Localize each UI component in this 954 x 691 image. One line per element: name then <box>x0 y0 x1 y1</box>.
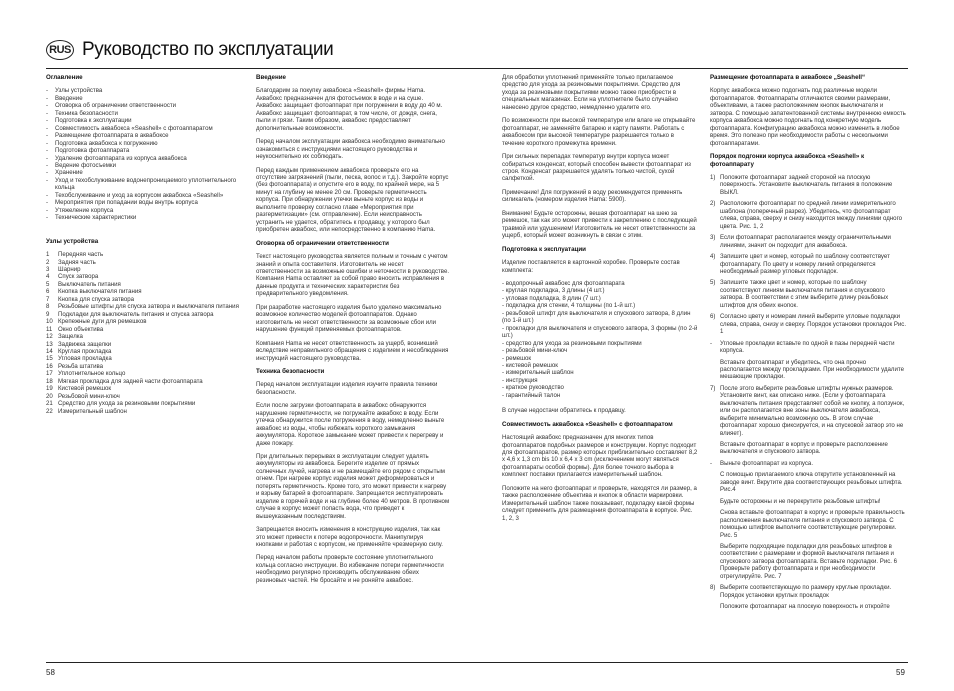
part-label: Кнопка для спуска затвора <box>58 295 135 303</box>
step-marker: 7) <box>710 384 716 392</box>
steps-list <box>710 174 908 611</box>
toc-item-label: Уход и техобслуживание водонепроницаемого уплотнительного кольца <box>55 176 237 192</box>
part-label: Задняя часть <box>58 258 96 266</box>
part-label: Шарнир <box>58 265 81 273</box>
step-marker <box>710 471 720 493</box>
part-number: 5 <box>46 280 50 288</box>
step-item <box>710 234 908 249</box>
care-paragraph: По возможности при высокой температуре или влаге не открывайте фотоаппарат, не заменяйте батарею и карту памяти. Работать с аквабоксом при высокой температуре разрешается только в течение короткого промежутка времени. <box>502 117 696 147</box>
step-marker: - <box>710 339 713 347</box>
kit-item: - прокладки для выключателя и спускового затвора, 3 формы (по 2-й шт.) <box>502 324 698 340</box>
kit-item: - угловая подкладка, 8 длин (7 шт.) <box>502 294 601 302</box>
part-item <box>46 333 246 340</box>
step-item <box>710 279 908 309</box>
part-number: 11 <box>46 325 53 333</box>
toc-item <box>46 95 246 102</box>
step-item <box>710 584 908 599</box>
footer-rule <box>46 662 908 663</box>
step-item <box>710 253 908 275</box>
toc-item-label: Техника безопасности <box>55 109 118 117</box>
bullet-marker: - <box>46 176 49 184</box>
step-marker: 4) <box>710 253 716 261</box>
part-number: 6 <box>46 288 50 296</box>
part-number: 16 <box>46 362 53 370</box>
bullet-marker: - <box>46 117 49 125</box>
part-label: Задвижка защелки <box>58 340 112 348</box>
part-number: 22 <box>46 407 53 415</box>
step-item <box>710 441 908 456</box>
step-item <box>710 385 908 437</box>
toc-item-label: Подготовка фотоаппарата <box>55 147 130 155</box>
part-item <box>46 326 246 333</box>
part-label: Выключатель питания <box>58 280 121 288</box>
parts-list <box>46 251 246 415</box>
toc-item-label: Введение <box>55 94 83 102</box>
page-header <box>46 36 333 64</box>
page-number-right: 59 <box>896 668 905 677</box>
part-item <box>46 348 246 355</box>
step-marker: 6) <box>710 313 716 321</box>
step-item <box>710 200 908 230</box>
toc-item-label: Утяжеление корпуса <box>55 206 114 214</box>
toc-list <box>46 87 246 221</box>
placement-paragraph: Корпус аквабокса можно подогнать под различные модели фотоаппаратов. Фотоаппараты отличаются своими размерами, объективами, а также расположением кнопок выключателя и затвора. С помощью запатентованной системы внутреннюю емкость корпуса аквабокса можно подогнать под конкретную модель фотоаппарата. Конфигурацию аквабокса можно изменить в любое время. Это полезно при необходимости работы с несколькими фотоаппаратами. <box>710 87 906 147</box>
toc-item-label: Размещение фотоаппарата в аквабоксе <box>55 132 169 140</box>
part-item <box>46 400 246 407</box>
step-item <box>710 359 908 381</box>
part-item <box>46 385 246 392</box>
part-number: 17 <box>46 370 53 378</box>
toc-item-label: Подготовка к эксплуатации <box>55 117 132 125</box>
part-item <box>46 281 246 288</box>
bullet-marker: - <box>46 94 49 102</box>
step-text: Запишите также цвет и номер, которые по шаблону соответствуют линиям выключателя питания и спускового затвора. В соответствии с этим выберите длину резьбовых штифтов для обеих кнопок. <box>720 279 889 309</box>
step-marker: 1) <box>710 173 716 181</box>
kit-item: - водопрочный аквабокс для фотоаппарата <box>502 279 625 287</box>
kit-item: - краткое руководство <box>502 384 564 392</box>
step-text: Запишите цвет и номер, который по шаблону соответствует фотоаппарату. По цвету и номеру линий определяется необходимый размер угловых подкладок. <box>720 253 890 275</box>
column-2 <box>256 74 450 658</box>
toc-item <box>46 155 246 162</box>
toc-item-label: Удаление фотоаппарата из корпуса аквабокса <box>55 154 187 162</box>
toc-item <box>46 147 246 154</box>
kit-item: - гарантийный талон <box>502 391 561 399</box>
step-marker <box>710 359 720 381</box>
part-number: 8 <box>46 303 50 311</box>
step-item <box>710 460 908 467</box>
toc-item-label: Оговорка об ограничении ответственности <box>55 102 177 110</box>
step-marker <box>710 603 720 610</box>
toc-item-label: Узлы устройства <box>55 87 103 95</box>
step-marker: 5) <box>710 279 716 287</box>
fitting-heading: Порядок подгонки корпуса аквабокса «Seashell» к фотоаппарату <box>710 153 865 168</box>
kit-item: - средство для ухода за резиновыми покрытиями <box>502 339 642 347</box>
intro-paragraph: Перед каждым применением аквабокса проверьте его на отсутствие загрязнений (пыли, песка, волос и т.д.). Закройте корпус (без фотоаппарата) и опустите его в воду, по крайней мере, на 5 минут на глубину не менее 20 см. Проверьте герметичность корпуса. При обнаружении утечки выньте корпус из воды и выполните проверку согласно главе «Мероприятия при разгерметизации» (см. отправление). Если неисправность устранить не удается, обратитесь к продавцу, у которого был приобретен аквабокс, или непосредственно в компанию Hama. <box>256 166 449 234</box>
step-text: Выберите подходящие подкладки для резьбовых штифтов в соответствии с размерами и формой выключателя питания и спускового затвора фотоаппарата. Вставьте подкладки. Рис. 6 Проверьте работу фотоаппарата и при необходимости отрегулируйте. Рис. 7 <box>720 543 898 580</box>
step-item <box>710 509 908 539</box>
step-item <box>710 340 908 355</box>
bullet-marker: - <box>46 154 49 162</box>
part-item <box>46 259 246 266</box>
toc-item-label: Мероприятия при попадании воды внутрь корпуса <box>55 199 198 207</box>
bullet-marker: - <box>46 147 49 155</box>
toc-item <box>46 117 246 124</box>
safety-paragraph: Запрещается вносить изменения в конструкцию изделия, так как это может привести к потере водопрочности. Манипулируя кнопками и работая с корпусом, не применяйте чрезмерную силу. <box>256 526 443 549</box>
part-label: Кистевой ремешок <box>58 385 112 393</box>
part-item <box>46 341 246 348</box>
toc-item-label: Подготовка аквабокса к погружению <box>55 139 158 147</box>
part-number: 19 <box>46 385 53 393</box>
part-item <box>46 318 246 325</box>
part-number: 15 <box>46 355 53 363</box>
part-label: Подкладки для выключатель питания и спуска затвора <box>58 310 214 318</box>
part-item <box>46 355 246 362</box>
kit-item: - инструкция <box>502 376 538 384</box>
bullet-marker: - <box>46 161 49 169</box>
language-badge: RUS <box>46 40 74 60</box>
step-marker: - <box>710 459 713 467</box>
kit-item: - резьбовой мини-ключ <box>502 347 568 355</box>
toc-item <box>46 102 246 109</box>
step-text: Положите фотоаппарат задней стороной на плоскую поверхность. Установите выключатель питания в положение ВЫКЛ. <box>720 173 893 196</box>
step-text: Выньте фотоаппарат из корпуса. <box>720 459 814 467</box>
part-number: 18 <box>46 377 53 385</box>
part-item <box>46 378 246 385</box>
part-label: Передняя часть <box>58 251 104 259</box>
toc-item <box>46 162 246 169</box>
kit-item: - резьбовой штифт для выключателя и спускового затвора, 8 длин (по 1-й шт.) <box>502 309 691 325</box>
toc-item-label: Хранение <box>55 169 83 177</box>
safety-paragraph: Перед началом эксплуатации изделия изучите правила техники безопасности. <box>256 381 438 396</box>
step-text: Выберите соответствующую по размеру круглые прокладки. Порядок установки круглых прокладок <box>720 584 892 599</box>
part-label: Окно объектива <box>58 325 104 333</box>
toc-item-label: Технические характеристики <box>55 214 137 222</box>
toc-item-label: Совместимость аквабокса «Seashell» с фотоаппаратом <box>55 124 213 132</box>
step-text: Вставьте фотоаппарат в корпус и проверьте расположение выключателя и спускового затвора. <box>720 441 888 456</box>
step-marker: 2) <box>710 200 716 208</box>
toc-item <box>46 110 246 117</box>
safety-heading: Техника безопасности <box>256 367 325 375</box>
step-marker <box>710 498 720 505</box>
step-item <box>710 471 908 493</box>
kit-item: - подкладка для стенки, 4 толщины (по 1-й шт.) <box>502 302 636 310</box>
disclaimer-heading: Оговорка об ограничении ответственности <box>256 239 389 247</box>
part-number: 12 <box>46 333 53 341</box>
safety-paragraph: Если после загрузки фотоаппарата в аквабокс обнаружится нарушение герметичности, не погружайте аквабокс в воду. Если утечка обнаружится после погружения в воду, немедленно выньте аквабокс из воды, чтобы избежать короткого замыкания аккумулятора. Короткое замыкание может привести к перегреву и даже пожару. <box>256 402 445 447</box>
compat-paragraph: Положите на него фотоаппарат и проверьте, находятся ли размер, а также расположение объектива и кнопок в области маркировки. Измерительный шаблон также показывает, подкладку какой формы следует применить для размещения фотоаппарата в корпусе. Рис. 1, 2, 3 <box>502 484 697 522</box>
column-3 <box>502 74 698 658</box>
kit-item: - круглая подкладка, 3 длины (4 шт.) <box>502 287 605 295</box>
toc-item <box>46 140 246 147</box>
part-number: 14 <box>46 347 53 355</box>
bullet-marker: - <box>46 191 49 199</box>
part-label: Средство для ухода за резиновыми покрытиями <box>58 400 196 408</box>
part-label: Резьбовые штифты для спуска затвора и выключателя питания <box>58 303 239 311</box>
part-number: 4 <box>46 273 50 281</box>
column-4 <box>710 74 908 658</box>
part-item <box>46 251 246 258</box>
disclaimer-paragraph: При разработке настоящего изделия было уделено максимально возможное количество моделей фотоаппаратов. Однако изготовитель не несет ответственности за возможные сбои или нарушение функций применяемых фотоаппаратов. <box>256 303 442 334</box>
part-number: 2 <box>46 258 50 266</box>
bullet-marker: - <box>46 87 49 95</box>
part-item <box>46 408 246 415</box>
part-label: Измерительный шаблон <box>58 407 127 415</box>
step-text: Угловые прокладки вставьте по одной в пазы передней части корпуса. <box>720 339 895 355</box>
part-label: Мягкая прокладка для задней части фотоаппарата <box>58 377 203 385</box>
compat-heading: Совместимость аквабокса «Seashell» с фотоаппаратом <box>502 420 673 428</box>
step-text: Вставьте фотоаппарат и убедитесь, что она прочно располагается между прокладками. При необходимости удалите мешающие прокладки. <box>720 358 904 381</box>
disclaimer-paragraph: Компания Hama не несет ответственность за ущерб, возникший вследствие неправильного обращения с изделием и несоблюдения инструкций настоящего руководства. <box>256 339 449 362</box>
column-1 <box>46 74 246 658</box>
toc-item <box>46 169 246 176</box>
placement-heading: Размещение фотоаппарата в аквабоксе „Seashell“ <box>710 74 866 81</box>
intro-heading: Введение <box>256 74 286 81</box>
part-item <box>46 303 246 310</box>
part-item <box>46 363 246 370</box>
kit-item: - кистевой ремешок <box>502 361 558 369</box>
note-paragraph: Примечание! Для погружений в воду рекомендуется применять силикагель (номером изделия Hama: 5900). <box>502 188 683 204</box>
kit-item: - измерительный шаблон <box>502 369 574 377</box>
parts-heading: Узлы устройства <box>46 237 99 245</box>
step-item <box>710 313 908 335</box>
bullet-marker: - <box>46 139 49 147</box>
part-label: Резьба штатива <box>58 362 104 370</box>
part-number: 9 <box>46 310 50 318</box>
part-item <box>46 266 246 273</box>
toc-item <box>46 177 246 192</box>
step-text: Снова вставьте фотоаппарат в корпус и проверьте правильность расположения выключателя питания и спускового затвора. С помощью штифтов выполните соответствующие регулировки. Рис. 5 <box>720 509 905 539</box>
intro-paragraph: Благодарим за покупку аквабокса «Seashell» фирмы Hama. Аквабокс предназначен для фотосъемок в воде и на суше. Аквабокс защищает фотоаппарат при погружении в воду до 40 м. Аквабокс защищает фотоаппарат, в том числе, от дождя, снега, пыли и грязи. Таким образом, аквабокс предоставляет дополнительные возможности. <box>256 87 443 132</box>
kit-item: - ремешок <box>502 354 532 362</box>
step-text: Согласно цвету и номерам линий выберите угловые подкладки слева, справа, снизу и сверху. Порядок установки прокладок Рис. 1 <box>720 313 907 336</box>
toc-item <box>46 87 246 94</box>
part-item <box>46 296 246 303</box>
toc-heading: Оглавление <box>46 74 83 81</box>
step-marker <box>710 441 720 456</box>
part-label: Угловая прокладка <box>58 355 112 363</box>
toc-item <box>46 207 246 214</box>
page-title: Руководство по эксплуатации <box>82 39 334 60</box>
disclaimer-paragraph: Текст настоящего руководства является полным и точным с учетом знаний и опыта составителя. Изготовитель не несет ответственности за возможные ошибки и неточности в руководстве. Компания Hama оставляет за собой право вносить исправления в данные продукта и технических характеристик без предварительного уведомления. <box>256 253 450 298</box>
part-item <box>46 370 246 377</box>
page-number-left: 58 <box>46 668 55 677</box>
part-number: 3 <box>46 265 50 273</box>
care-paragraph: Для обработки уплотнений применяйте только прилагаемое средство для ухода за резиновыми покрытиями. Средство для ухода за резиновыми покрытиями можно также приобрести в специальных магазинах. Если на уплотнителе было случайно нанесено другое средство, немедленно удалите его. <box>502 74 681 111</box>
part-label: Резьбовой мини-ключ <box>58 392 120 400</box>
part-item <box>46 288 246 295</box>
toc-item <box>46 199 246 206</box>
toc-item <box>46 125 246 132</box>
care-paragraph: При сильных перепадах температур внутри корпуса может собираться конденсат, который способен вывести фотоаппарат из строя. Конденсат разрешается удалять только чистой, сухой салфеткой. <box>502 153 691 183</box>
part-item <box>46 311 246 318</box>
step-item <box>710 603 908 610</box>
toc-item <box>46 214 246 221</box>
safety-paragraph: Перед началом работы проверьте состояние уплотнительного кольца согласно инструкции. Во избежание потери герметичности необходимо регулярно производить обслуживание обеих резиновых частей. Не бросайте и не роняйте аквабокс. <box>256 554 444 584</box>
step-marker <box>710 543 720 580</box>
safety-paragraph: При длительных перерывах в эксплуатации следует удалять аккумуляторы из аквабокса. Берегите изделие от прямых солнечных лучей, нагрева и не размещайте его рядом с открытым огнем. При нагреве корпус изделия может деформироваться и потерять герметичность. Кроме того, это может привести к нагреву и взрыву батарей в фотоаппарате. Запрещается эксплуатировать изделие в горячей воде и на глубине более 40 метров. В противном случае в корпус может попасть вода, что приведет к вышеуказанным последствиям. <box>256 453 450 520</box>
bullet-marker: - <box>46 214 49 222</box>
step-marker: 3) <box>710 234 716 242</box>
bullet-marker: - <box>46 124 49 132</box>
toc-item <box>46 192 246 199</box>
bullet-marker: - <box>46 199 49 207</box>
part-label: Уплотнительное кольцо <box>58 370 126 378</box>
prep-heading: Подготовка к эксплуатации <box>502 245 586 253</box>
part-number: 10 <box>46 318 53 326</box>
intro-paragraph: Перед началом эксплуатации аквабокса необходимо внимательно ознакомиться с инструкциями настоящего руководства и неукоснительно их соблюдать. <box>256 138 445 161</box>
warning-paragraph: Внимание! Будьте осторожны, вешая фотоаппарат на шею за ремешок, так как это может привести к закреплению с последующей травмой или удушением! Изготовитель не несет ответственности за ущерб, который может возникнуть в связи с этим. <box>502 209 697 240</box>
step-item <box>710 174 908 196</box>
part-number: 21 <box>46 400 53 408</box>
part-label: Защелка <box>58 333 83 341</box>
part-label: Спуск затвора <box>58 273 99 281</box>
bullet-marker: - <box>46 102 49 110</box>
part-label: Круглая прокладка <box>58 347 112 355</box>
part-item <box>46 393 246 400</box>
step-marker: 8) <box>710 584 716 592</box>
step-text: С помощью прилагаемого ключа открутите установленный на заводе винт. Вкрутите два соответствующих резьбовых штифта. Рис.4 <box>720 471 903 494</box>
header-rule <box>46 68 908 69</box>
bullet-marker: - <box>46 132 49 140</box>
kit-list <box>502 280 698 399</box>
step-text: После этого выберите резьбовые штифты нужных размеров. Установите винт, как описано ниже. (Если у фотоаппарата выключатель питания представляет собой не кнопку, а ползунок, или он располагается вне зоны выключателя аквабокса, выберите минимально возможную ось. В этом случае фотоаппарат хорошо фиксируется, и на спусковой затвор это не влияет). <box>720 384 905 437</box>
step-text: Будьте осторожны и не перекрутите резьбовые штифты! <box>720 497 881 505</box>
bullet-marker: - <box>46 109 49 117</box>
bullet-marker: - <box>46 206 49 214</box>
step-text: Если фотоаппарат располагается между ограничительными линиями, значит он подходит для аквабокса. <box>720 234 891 249</box>
prep-paragraph: В случае недостачи обратитесь к продавцу. <box>502 407 626 415</box>
step-item <box>710 543 908 580</box>
part-number: 1 <box>46 251 50 259</box>
prep-paragraph: Изделие поставляется в картонной коробке. Проверьте состав комплекта: <box>502 259 680 274</box>
bullet-marker: - <box>46 169 49 177</box>
part-number: 13 <box>46 340 53 348</box>
step-text: Положите фотоаппарат на плоскую поверхность и откройте <box>720 603 890 611</box>
part-item <box>46 273 246 280</box>
step-text: Расположите фотоаппарат по средней линии измерительного шаблона (поперечный разрез). Убедитесь, что фотоаппарат слева, справа, сверху и снизу находится между линиями одного цвета. Рис. 1, 2 <box>720 200 903 230</box>
step-marker <box>710 509 720 539</box>
step-item <box>710 498 908 505</box>
compat-paragraph: Настоящий аквабокс предназначен для многих типов фотоаппаратов подобных размеров и конструкции. Корпус подходит для фотоаппаратов, размер которых приблизительно составляет 8,2 x 4,6 x 1,3 cm bis 10 x 6,4 x 3 cm (исключением могут являться фотоаппараты особой формы). Для более точного выбора в комплект поставки прилагается измерительный шаблон. <box>502 434 698 479</box>
part-number: 7 <box>46 295 50 303</box>
part-label: Кнопка выключателя питания <box>58 288 142 296</box>
toc-item-label: Ведение фотосъемки <box>55 161 116 169</box>
toc-item-label: Техобслуживание и уход за корпусом аквабокса «Seashell» <box>55 191 224 199</box>
part-number: 20 <box>46 392 53 400</box>
toc-item <box>46 132 246 139</box>
part-label: Крепежные дуги для ремешков <box>58 318 147 326</box>
